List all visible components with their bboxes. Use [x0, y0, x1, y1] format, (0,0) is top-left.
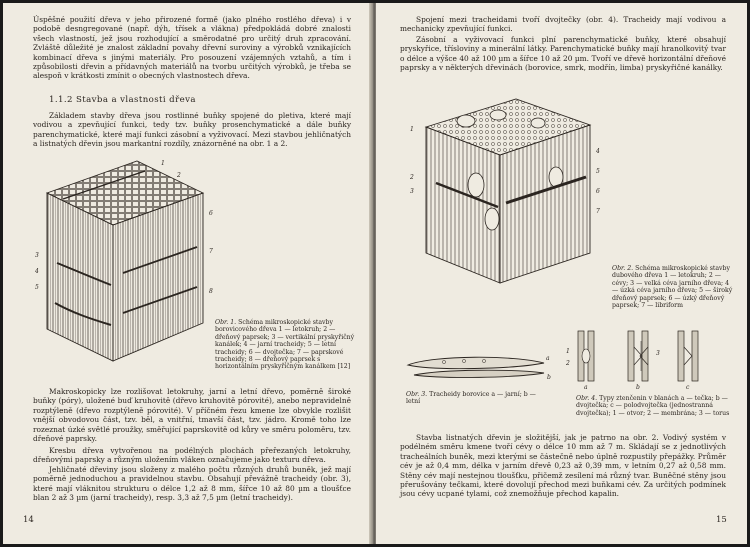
left-page	[3, 3, 371, 544]
connections-paragraph: Spojení mezi tracheidami tvoří dvojtečky (obr. 4). Tracheidy mají vodivou a mechanicky zpevňující funkci.	[400, 15, 726, 34]
hardwood-paragraph: Stavba listnatých dřevin je složitější, jak je patrno na obr. 2. Vodivý systém v podélném směru kmene tvoří cévy o délce 10 mm až 7 m. Skládají se z jednotlivých tracheálních buněk, mezi kterými se částečně nebo úplně rozpustily přepážky. Průměr cév je až 0,4 mm, délka v jarním dřevě 0,23 až 0,39 mm, v letním 0,27 až 0,58 mm. Stěny cév mají nestejnou tloušťku, přičemž zesílení má různý tvar. Buněčné stěny jsou přerušovány tečkami, které dovolují přechod mezi buňkami cév. Za určitých podmínek jsou cévy ucpané tylami, což znemožňuje přechod kapalin.	[400, 433, 726, 499]
figure2-label-3: 3	[410, 188, 414, 195]
section-heading: 1.1.2 Stavba a vlastnosti dřeva	[49, 95, 196, 105]
figure2-label-4: 4	[596, 148, 600, 155]
figure1-caption	[215, 319, 355, 371]
figure3-caption	[406, 391, 536, 406]
figure2-label-2: 2	[410, 174, 414, 181]
figure1-label-3: 3	[35, 252, 39, 259]
figure4-label-3: 3	[656, 350, 660, 357]
figure1-label-8: 8	[209, 288, 213, 295]
figure4-label-c: c	[686, 384, 690, 391]
figure1-label-2: 2	[177, 172, 181, 179]
figure2-caption	[612, 265, 736, 309]
book-spread	[3, 3, 747, 544]
page-number-left: 14	[23, 515, 34, 525]
conifers-paragraph: Jehličnaté dřeviny jsou složeny z malého počtu různých druhů buněk, jež mají poměrně jednoduchou a pravidelnou stavbu. Obsahují převážně tracheidy (obr. 3), které mají vláknitou strukturu o délce 1,2 až 8 mm, šířce 10 až 80 µm a tloušťce blan 2 až 3 µm (jarní tracheidy), resp. 3,3 až 7,5 µm (letní tracheidy).	[33, 465, 351, 503]
figure1-label-4: 4	[35, 268, 39, 275]
figure2-label-1: 1	[410, 126, 414, 133]
parenchyma-paragraph: Zásobní a vyživovací funkci plní parenchymatické buňky, které obsahují pryskyřice, tříslovinу a minerální látky. Parenchymatické buňky mají hranolkovitý tvar o délce a výšce 40 až 100 µm a šířce 10 až 20 µm. Tvoří ve dřevě horizontální dřeňové paprsky a v některých dřevinách (borovice, smrk, modřín, limba) pryskyřičné kanálky.	[400, 35, 726, 73]
figure2-label-5: 5	[596, 168, 600, 175]
figure3-label-b: b	[547, 374, 551, 381]
figure3-caption-label: Obr. 3.	[406, 391, 428, 398]
figure3-caption-text: Tracheidy borovice a — jarní; b — letní	[406, 391, 536, 406]
figure4-caption-label: Obr. 4.	[576, 395, 598, 402]
figure4-label-b: b	[636, 384, 640, 391]
figure2-label-7: 7	[596, 208, 600, 215]
texture-paragraph: Kresbu dřeva vytvořenou na podélných plochách přeřezaných letokruhy, dřeňovými paprsky a různým uložením vláken označujeme jako texturu dřeva.	[33, 446, 351, 465]
figure4-label-1: 1	[566, 348, 570, 355]
figure4-caption-text: Typy ztenčenin v blanách a — tečka; b — dvojtečka; c — polodvojtečka (jednostranná dvojtečka); 1 — otvor; 2 — membrána; 3 — torus	[576, 395, 730, 417]
figure4-label-a: a	[584, 384, 588, 391]
figure4-label-2: 2	[566, 360, 570, 367]
pine-wood-figure	[27, 153, 223, 371]
figure2-label-6: 6	[596, 188, 600, 195]
figure1-label-6: 6	[209, 210, 213, 217]
figure4-caption	[576, 395, 738, 417]
figure1-label-5: 5	[35, 284, 39, 291]
tracheid-figure	[404, 347, 554, 383]
pit-types-figure	[562, 325, 732, 391]
figure3-label-a: a	[546, 355, 550, 362]
figure1-caption-label: Obr. 1.	[215, 319, 237, 326]
figure2-caption-label: Obr. 2.	[612, 265, 634, 272]
macroscopic-paragraph: Makroskopicky lze rozlišovat letokruhy, jarní a letní dřevo, poměrně široké buňky (póry), uložené buď kruhovitě (dřevo kruhovitě pórovité), anebo nepravidelně rozptýleně (dřevo rozptýleně pórovité). V příčném řezu kmene lze obvykle rozlišit vnější obvodovou část, tzv. běl, a vnitřní, tmavší část, tzv. jádro. Kromě toho lze rozeznat úzké světlé proužky, směřující paprskovitě od kůry ve směru poloměru, tzv. dřeňové paprsky.	[33, 387, 351, 444]
intro-paragraph: Úspěšné použití dřeva v jeho přirozené formě (jako plného rostlého dřeva) i v podobě desngregované (např. dýh, třísek a vlákna) předpokládá dobré znalosti všech vlastností, jež jsou rozhodující a směrodatné pro určitý druh zpracování. Zvláště důležité je znalost základní povahy dřevní suroviny a výrobků vznikajících kombinací dřeva s jinými materiály. Pro posouzení vzájemných vztahů, a tím i způsobilosti dřevin a přídavných materiálů na tvorbu určitých výrobků, je třeba se alespoň v krátkosti zmínit o obecných vlastnostech dřeva.	[33, 15, 351, 81]
page-number-right: 15	[716, 515, 727, 525]
oak-wood-figure	[406, 93, 606, 289]
figure1-label-1: 1	[161, 160, 165, 167]
right-page	[376, 3, 747, 544]
structure-paragraph: Základem stavby dřeva jsou rostlinné buňky spojené do pletiva, které mají vodivou a zpevňující funkci, tedy tzv. buňky prosenchymatické a dále buňky parenchymatické, které mají funkci zásobní a vyživovací. Mezi stavbou jehličnatých a listnatých dřevin jsou markantní rozdíly, znázorněné na obr. 1 a 2.	[33, 111, 351, 149]
figure1-label-7: 7	[209, 248, 213, 255]
figure1-caption-text: Schéma mikroskopické stavby borovicového dřeva 1 — letokruh; 2 — dřeňový paprsek; 3 — vertikální pryskyřičný kanálek; 4 — jarní tracheidy; 5 — letní tracheidy; 6 — dvojtečka; 7 — paprskové tracheidy; 8 — dřeňový paprsek s horizontálním pryskyřičným kanálkem [12]	[215, 319, 355, 371]
figure2-caption-text: Schéma mikroskopické stavby dubového dřeva 1 — letokruh; 2 — cévy; 3 — velká céva jarního dřeva; 4 — úzká céva jarního dřeva; 5 — široký dřeňový paprsek; 6 — úzký dřeňový paprsek; 7 — libriform	[612, 265, 733, 310]
